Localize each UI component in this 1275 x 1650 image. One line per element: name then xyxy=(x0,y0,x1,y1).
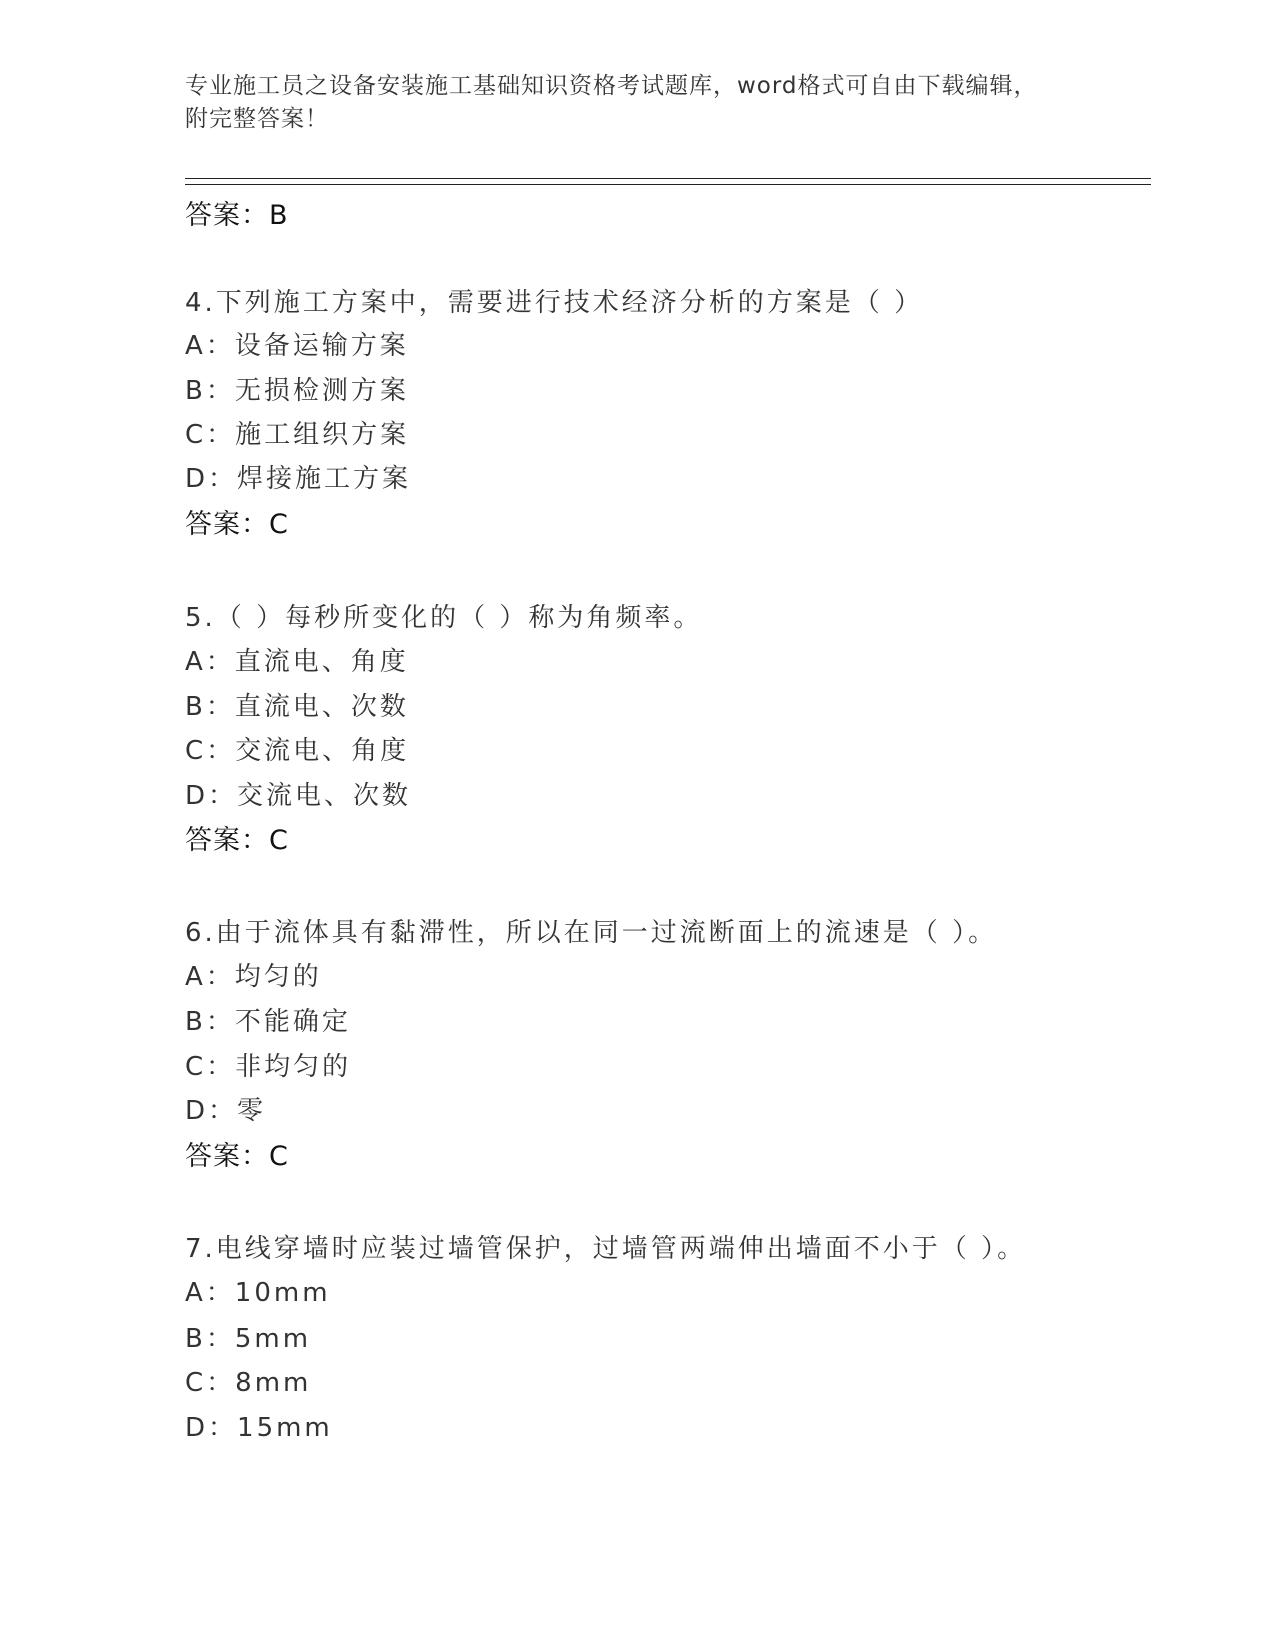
question-7-option-d: D：15mm xyxy=(185,1413,333,1443)
question-4-option-b: B：无损检测方案 xyxy=(185,376,409,406)
question-4-stem: 4.下列施工方案中，需要进行技术经济分析的方案是（ ） xyxy=(185,288,924,318)
question-5-option-b: B：直流电、次数 xyxy=(185,692,409,722)
question-7-option-c: C：8mm xyxy=(185,1368,312,1398)
page-header xyxy=(185,70,1085,136)
question-4-answer: 答案：C xyxy=(185,509,289,540)
question-6-option-c: C：非均匀的 xyxy=(185,1052,352,1082)
header-line-2: 附完整答案！ xyxy=(185,106,329,132)
question-7-option-b: B：5mm xyxy=(185,1324,312,1354)
previous-answer: 答案：B xyxy=(185,200,289,231)
question-7-stem: 7.电线穿墙时应装过墙管保护，过墙管两端伸出墙面不小于（ ）。 xyxy=(185,1234,1027,1264)
question-5-option-a: A：直流电、角度 xyxy=(185,647,409,677)
question-7-option-a: A：10mm xyxy=(185,1278,331,1308)
question-6-option-a: A：均匀的 xyxy=(185,962,322,992)
question-4-option-a: A：设备运输方案 xyxy=(185,331,409,361)
question-6-option-d: D：零 xyxy=(185,1096,267,1126)
question-6-option-b: B：不能确定 xyxy=(185,1007,351,1037)
question-6-stem: 6.由于流体具有黏滞性，所以在同一过流断面上的流速是（ ）。 xyxy=(185,918,998,948)
question-5-stem: 5.（ ）每秒所变化的（ ）称为角频率。 xyxy=(185,603,703,633)
question-4-option-d: D：焊接施工方案 xyxy=(185,464,412,494)
question-4-option-c: C：施工组织方案 xyxy=(185,420,410,450)
question-6-answer: 答案：C xyxy=(185,1141,289,1172)
header-divider-bottom xyxy=(185,184,1151,185)
question-5-answer: 答案：C xyxy=(185,825,289,856)
question-5-option-c: C：交流电、角度 xyxy=(185,736,410,766)
question-5-option-d: D：交流电、次数 xyxy=(185,781,412,811)
header-line-1: 专业施工员之设备安装施工基础知识资格考试题库，word格式可自由下载编辑， xyxy=(185,73,1038,99)
header-divider-top xyxy=(185,178,1151,179)
